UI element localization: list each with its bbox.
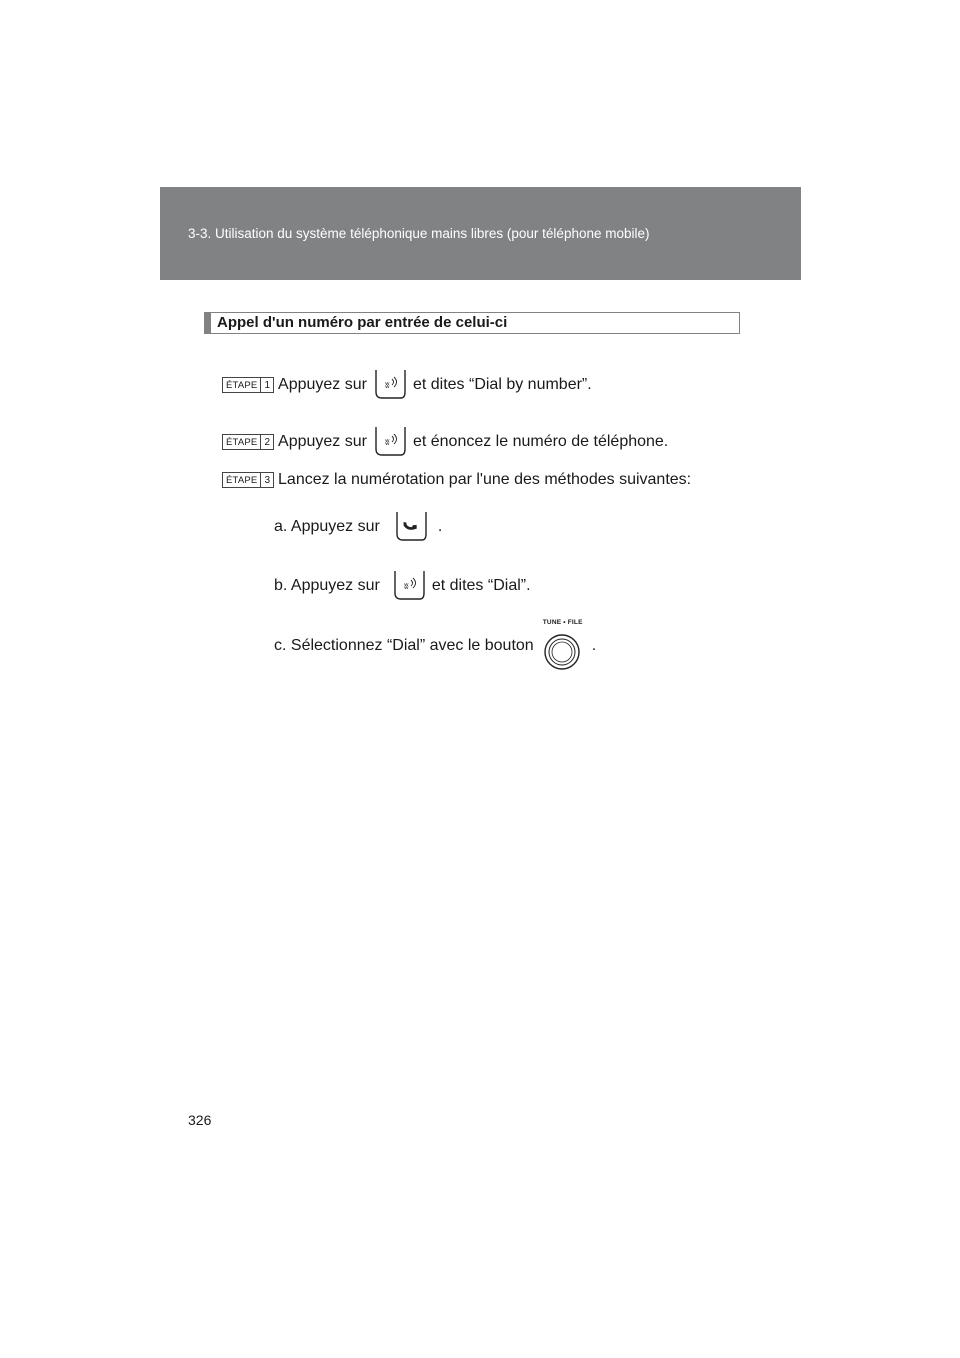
page-number: 326 [188, 1112, 212, 1128]
step-badge [222, 377, 274, 393]
sub-step-b [274, 571, 531, 601]
sub-step-text-after: . [437, 518, 443, 535]
step-badge-word: ÉTAPE [226, 379, 258, 391]
svg-text:ʬ: ʬ [384, 381, 390, 391]
sub-step-text-before: a. Appuyez sur [274, 518, 380, 535]
step-3 [222, 470, 691, 490]
sub-step-c [274, 618, 596, 674]
step-badge [222, 472, 274, 488]
section-title: Appel d'un numéro par entrée de celui-ci [217, 314, 508, 331]
step-2 [222, 432, 668, 452]
sub-step-a [274, 512, 442, 542]
knob-label: TUNE • FILE [542, 619, 583, 626]
step-badge [222, 434, 274, 450]
step-text-after: et énoncez le numéro de téléphone. [412, 433, 669, 450]
step-badge-number: 3 [260, 473, 273, 487]
step-1 [222, 375, 592, 395]
chapter-title: 3-3. Utilisation du système téléphonique mains libres (pour téléphone mobile) [188, 226, 650, 241]
svg-text:ʬ: ʬ [403, 582, 409, 592]
sub-step-text-after: et dites “Dial”. [431, 577, 531, 594]
talk-switch-icon [392, 569, 426, 603]
step-text: Lancez la numérotation par l'une des méthodes suivantes: [278, 471, 692, 488]
sub-step-text-after: . [591, 637, 597, 654]
sub-step-text-before: b. Appuyez sur [274, 577, 380, 594]
step-text-before: Appuyez sur [278, 376, 367, 393]
talk-switch-icon [373, 425, 407, 459]
step-badge-word: ÉTAPE [226, 436, 258, 448]
svg-text:ʬ: ʬ [384, 438, 390, 448]
section-accent [205, 313, 211, 333]
step-text-after: et dites “Dial by number”. [412, 376, 592, 393]
step-badge-number: 2 [260, 435, 273, 449]
step-badge-number: 1 [260, 378, 273, 392]
chapter-header-band [160, 187, 801, 280]
step-text-before: Appuyez sur [278, 433, 367, 450]
tune-file-knob-icon [540, 619, 586, 673]
sub-step-text-before: c. Sélectionnez “Dial” avec le bouton [274, 637, 534, 654]
step-badge-word: ÉTAPE [226, 474, 258, 486]
section-title-bar [204, 312, 740, 334]
talk-switch-icon [373, 368, 407, 402]
off-hook-switch-icon [394, 510, 428, 544]
